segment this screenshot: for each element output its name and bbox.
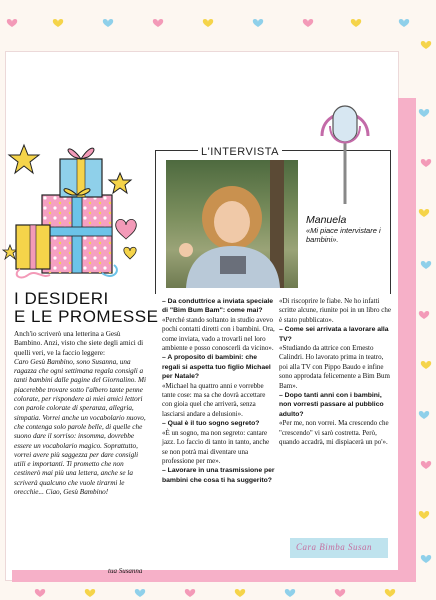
question: – Dopo tanti anni con i bambini, non vorresti passare al pubblico adulto?: [279, 392, 384, 418]
answer: «Di riscoprire le fiabe. Ne ho infatti scritte alcune, riunite poi in un libro che è stato pubblicato».: [279, 297, 391, 324]
portrait-illustration: [166, 160, 298, 288]
answer: «È un sogno, ma non segreto: cantare jazz. Lo faccio di tanto in tanto, anche se non potrà mai diventare una professione per me».: [162, 428, 270, 465]
autograph-text: Cara Bimba Susan: [296, 542, 373, 552]
answer: «Per me, non vorrei. Ma crescendo che "crescendo" vi sarò costretta. Però, quando accadrà, mi dispiacerà un po'».: [279, 419, 389, 447]
pink-side-band: [398, 98, 416, 570]
interview-column-1: [162, 297, 275, 485]
letter-body: Caro Gesù Bambino, sono Susanna, una ragazza che ogni settimana regala consigli a tanti bambini dalle pagine del Giornalino. Mi piacerebbe trovare sotto l'albero tante penne colorate, per rispondere ai miei amici lettori con parole colorate di speranza, allegria, simpatia. Vorrei anche un vocabolario nuovo, che contenga solo parole belle, di quelle che suono dare il sorriso: insomma, dovrebbe essere un vocabolario magico. Soprattutto, vorrei avere più saggezza per dare consigli utili e importanti. Ti prometto che non cestinerò mai più una lettera, anche se la scriverà qualcuno che vuole tirarmi le orecchie... Ciao, Gesù Bambino!: [14, 357, 146, 497]
answer: «Perché stando soltanto in studio avevo pochi contatti diretti con i bambini. Ora, come inviata, vado a trovarli nel loro ambiente e posso conoscerli da vicino».: [162, 315, 275, 353]
title-line-2: E LE PROMESSE: [14, 307, 159, 326]
question: – Da conduttrice a inviata speciale di "Bim Bum Bam": come mai?: [162, 298, 274, 315]
photo-caption: [306, 216, 386, 244]
caption-quote: «Mi piace intervistare i bambini».: [306, 226, 381, 244]
question: – Qual è il tuo sogno segreto?: [162, 420, 260, 428]
gift-boxes-illustration: [2, 135, 148, 285]
article-title: [14, 290, 158, 326]
caption-name: Manuela: [306, 214, 347, 226]
question: – Come sei arrivata a lavorare alla TV?: [279, 326, 389, 343]
interview-column-2: [279, 297, 391, 448]
star-icon: [109, 173, 131, 193]
pink-bottom-band: [12, 570, 416, 582]
title-line-1: I DESIDERI: [14, 289, 109, 308]
heart-icon: [124, 247, 136, 259]
letter-intro: Anch'io scriverò una letterina a Gesù Bambino. Anzi, visto che siete degli amici di quelli veri, ve la faccio leggere:: [14, 330, 144, 357]
interview-heading: L'INTERVISTA: [198, 146, 282, 158]
heart-icon: [116, 219, 137, 239]
star-icon: [9, 145, 39, 173]
letter-signature: tua Susanna: [108, 567, 143, 575]
letter-text: [14, 330, 148, 497]
star-icon: [3, 245, 17, 259]
answer: «Studiando da attrice con Ernesto Calindri. Ho lavorato prima in teatro, poi alla TV con Pippo Baudo e infine sono approdata felicemente a Bim Bum Bam».: [279, 344, 390, 390]
question: – A proposito di bambini: che regali si aspetta tuo figlio Michael per Natale?: [162, 354, 271, 381]
manuela-photo: [166, 160, 298, 288]
answer: «Michael ha quattro anni e vorrebbe tante cose: ma sa che dovrà accettare con gioia quel che arriverà, senza lasciarsi andare a delusioni».: [162, 381, 266, 418]
microphone-icon: [316, 96, 374, 206]
question: – Lavorare in una trasmissione per bambini che cosa ti ha suggerito?: [162, 467, 275, 484]
